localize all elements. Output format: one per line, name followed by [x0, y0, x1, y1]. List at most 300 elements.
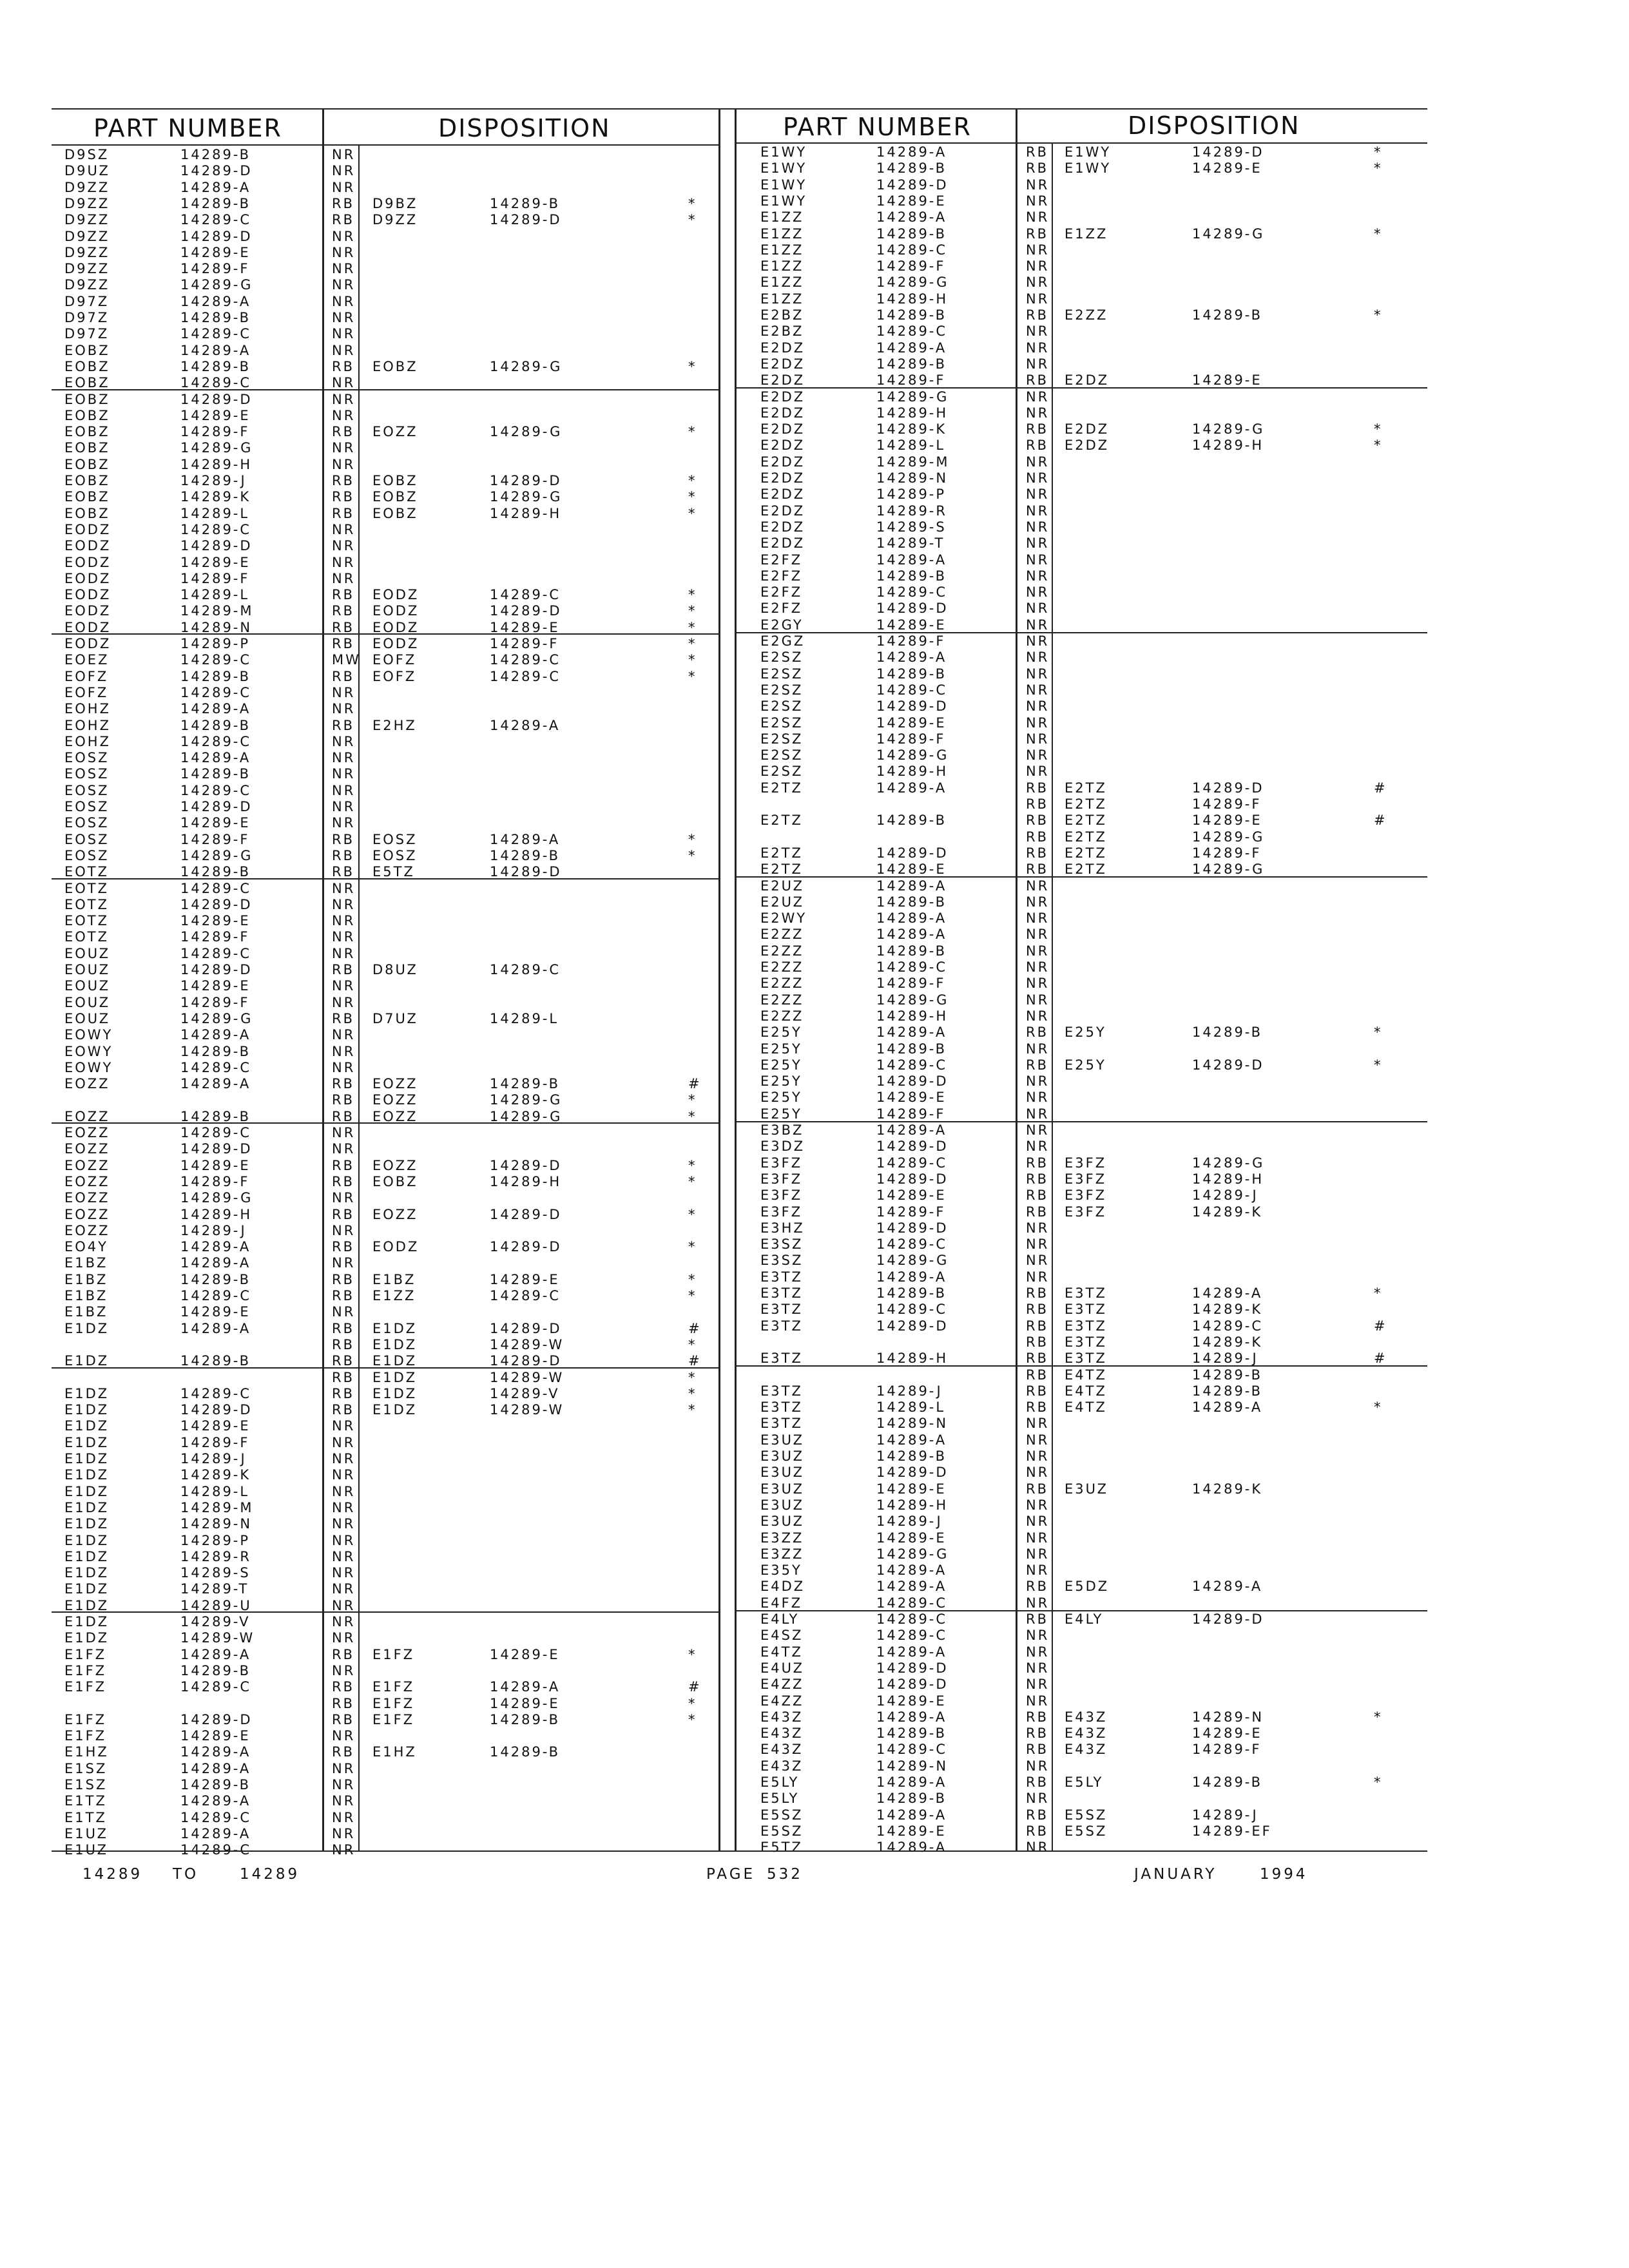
header-top-rule [52, 108, 1427, 110]
row-prefix: E1DZ [64, 1418, 110, 1434]
row-code: RB [1026, 796, 1048, 812]
row-part: 14289-F [180, 261, 250, 277]
row-new-prefix: EOSZ [372, 847, 418, 863]
row-code: NR [1026, 731, 1050, 747]
row-prefix: E1BZ [64, 1271, 108, 1287]
row-part: 14289-C [876, 1302, 948, 1318]
row-prefix: EOBZ [64, 358, 110, 374]
table-row [0, 1595, 1629, 1611]
row-flag: * [1374, 1399, 1383, 1416]
row-part: 14289-A [876, 1562, 947, 1579]
row-code: NR [332, 815, 356, 831]
row-new-prefix: E43Z [1065, 1742, 1108, 1758]
row-code: RB [332, 473, 354, 488]
row-prefix: E4FZ [760, 1595, 803, 1611]
row-part: 14289-D [876, 698, 949, 715]
row-part: 14289-D [180, 896, 253, 912]
row-prefix: E2FZ [760, 584, 803, 601]
row-new-prefix: EOBZ [372, 505, 418, 521]
row-new-part: 14289-C [490, 668, 561, 684]
row-part: 14289-A [180, 1744, 251, 1760]
group-rule [52, 1611, 718, 1613]
table-row [0, 1236, 1629, 1253]
row-prefix: EOFZ [64, 668, 109, 684]
row-part: 14289-B [180, 1353, 251, 1369]
row-new-prefix: E1ZZ [1065, 226, 1108, 242]
row-code: NR [1026, 535, 1050, 552]
row-prefix: E1HZ [64, 1744, 109, 1760]
row-prefix: E3ZZ [760, 1546, 804, 1562]
row-part: 14289-A [180, 750, 251, 766]
footer-range-to: 14289 [240, 1866, 300, 1883]
row-prefix: E2DZ [760, 421, 805, 437]
row-part: 14289-E [180, 978, 251, 994]
row-flag: # [688, 1076, 702, 1092]
row-flag: * [688, 587, 697, 603]
right-header-bottom-rule [735, 142, 1427, 144]
row-code: RB [1026, 780, 1048, 796]
row-code: RB [1026, 1350, 1048, 1367]
row-code: NR [332, 1190, 356, 1206]
row-prefix: EODZ [64, 554, 111, 570]
row-new-prefix: E4LY [1065, 1611, 1104, 1627]
row-new-prefix: E3TZ [1065, 1318, 1107, 1334]
row-part: 14289-A [876, 878, 947, 894]
table-row [0, 1660, 1629, 1677]
table-row [0, 1024, 1629, 1041]
row-prefix: E5SZ [760, 1807, 804, 1823]
row-part: 14289-M [180, 1499, 254, 1515]
row-prefix: E1ZZ [760, 226, 804, 242]
row-part: 14289-B [876, 1791, 947, 1807]
row-prefix: E2SZ [760, 715, 804, 731]
row-new-part: 14289-J [1192, 1187, 1258, 1204]
row-flag: # [1374, 780, 1387, 796]
row-code: NR [332, 701, 356, 717]
row-flag: * [688, 652, 697, 668]
row-prefix: E25Y [760, 1041, 802, 1057]
row-part: 14289-A [876, 649, 947, 666]
row-part: 14289-E [180, 815, 251, 831]
left-part-number-heading: PART NUMBER [93, 114, 282, 142]
row-part: 14289-K [876, 421, 947, 437]
row-flag: * [688, 636, 697, 651]
row-new-prefix: E1HZ [372, 1744, 417, 1760]
row-code: NR [1026, 764, 1050, 780]
row-new-prefix: E1DZ [372, 1336, 418, 1352]
row-part: 14289-C [180, 1125, 252, 1140]
row-part: 14289-C [876, 1628, 948, 1644]
row-code: RB [1026, 1302, 1048, 1318]
row-flag: * [1374, 1057, 1383, 1073]
row-new-prefix: E43Z [1065, 1709, 1108, 1725]
row-new-part: 14289-G [1192, 829, 1265, 845]
row-code: NR [1026, 209, 1050, 226]
row-code: NR [1026, 1562, 1050, 1579]
row-code: NR [332, 554, 356, 570]
table-row [0, 421, 1629, 437]
row-part: 14289-A [876, 552, 947, 568]
row-prefix: D97Z [64, 326, 110, 342]
row-part: 14289-A [876, 927, 947, 943]
row-flag: * [688, 195, 697, 211]
row-part: 14289-D [180, 1402, 253, 1418]
row-prefix: D97Z [64, 310, 110, 325]
row-code: RB [1026, 1481, 1048, 1497]
row-prefix: E1DZ [64, 1385, 110, 1401]
row-part: 14289-P [180, 1532, 251, 1548]
row-new-part: 14289-D [1192, 1057, 1264, 1073]
row-part: 14289-C [180, 652, 252, 668]
row-new-part: 14289-D [490, 212, 562, 228]
row-part: 14289-B [876, 1725, 947, 1742]
row-part: 14289-D [876, 1318, 949, 1334]
row-new-part: 14289-EF [1192, 1823, 1272, 1839]
group-rule [735, 1365, 1427, 1367]
row-code: NR [332, 1597, 356, 1613]
row-flag: * [1374, 421, 1383, 437]
row-code: RB [332, 1646, 354, 1662]
row-part: 14289-D [876, 601, 949, 617]
table-row [0, 1171, 1629, 1187]
row-prefix: E1ZZ [760, 258, 804, 274]
table-row [0, 1383, 1629, 1399]
row-new-part: 14289-A [1192, 1399, 1263, 1416]
row-code: NR [1026, 1693, 1050, 1709]
row-code: NR [1026, 1220, 1050, 1236]
row-prefix: E1FZ [64, 1711, 107, 1727]
row-part: 14289-S [876, 519, 947, 535]
row-new-prefix: E1ZZ [372, 1288, 416, 1303]
row-new-prefix: EODZ [372, 587, 419, 603]
row-part: 14289-C [876, 682, 948, 698]
row-prefix: E3UZ [760, 1465, 805, 1481]
row-part: 14289-C [876, 1742, 948, 1758]
table-row [0, 503, 1629, 519]
table-row [0, 764, 1629, 780]
row-part: 14289-C [180, 326, 252, 342]
row-part: 14289-C [876, 1611, 948, 1627]
row-prefix: E1DZ [64, 1548, 110, 1564]
row-code: NR [332, 799, 356, 814]
row-code: NR [1026, 649, 1050, 666]
table-row [0, 601, 1629, 617]
table-row [0, 1562, 1629, 1579]
row-code: NR [1026, 1106, 1050, 1122]
row-prefix: E3TZ [760, 1269, 803, 1285]
row-prefix: E43Z [760, 1758, 804, 1774]
row-new-part: 14289-G [1192, 421, 1265, 437]
row-new-part: 14289-B [490, 1076, 561, 1092]
row-code: RB [332, 831, 354, 847]
row-new-prefix: E1DZ [372, 1320, 418, 1336]
row-prefix: D97Z [64, 293, 110, 309]
row-part: 14289-F [876, 633, 946, 649]
group-rule [735, 1610, 1427, 1611]
row-prefix: D9UZ [64, 163, 110, 179]
table-row [0, 1791, 1629, 1807]
row-new-part: 14289-D [1192, 144, 1264, 160]
row-prefix: E2GZ [760, 633, 805, 649]
row-prefix: E1TZ [64, 1793, 107, 1809]
row-prefix: E1DZ [64, 1402, 110, 1418]
row-flag: * [1374, 1774, 1383, 1790]
row-new-part: 14289-G [490, 1092, 563, 1108]
row-new-prefix: E2TZ [1065, 796, 1107, 812]
table-row [0, 698, 1629, 715]
row-flag: * [688, 668, 697, 684]
row-new-part: 14289-H [490, 1173, 562, 1189]
row-new-prefix: EODZ [372, 1239, 419, 1255]
row-code: RB [332, 1402, 354, 1418]
row-code: RB [1026, 307, 1048, 323]
row-code: RB [332, 1369, 354, 1385]
row-new-part: 14289-G [1192, 1155, 1265, 1171]
row-part: 14289-G [180, 1190, 253, 1206]
row-part: 14289-A [876, 1269, 947, 1285]
row-code: NR [332, 179, 356, 195]
row-code: NR [332, 733, 356, 749]
row-prefix: E1FZ [64, 1728, 107, 1744]
row-new-prefix: E2TZ [1065, 845, 1107, 861]
table-row [0, 812, 1629, 829]
row-prefix: E1BZ [64, 1304, 108, 1320]
table-row [0, 258, 1629, 274]
row-new-prefix: E4TZ [1065, 1383, 1107, 1399]
row-code: NR [1026, 177, 1050, 193]
row-new-prefix: E2TZ [1065, 780, 1107, 796]
row-code: NR [332, 1125, 356, 1140]
table-row [0, 454, 1629, 470]
row-prefix: EOUZ [64, 1010, 111, 1026]
row-code: NR [332, 1499, 356, 1515]
row-prefix: EOBZ [64, 456, 110, 472]
row-code: NR [332, 1777, 356, 1792]
row-flag: * [688, 1695, 697, 1711]
row-code: NR [1026, 1416, 1050, 1432]
row-new-part: 14289-D [490, 1239, 562, 1255]
footer-year: 1994 [1260, 1866, 1308, 1883]
row-part: 14289-L [876, 1399, 946, 1416]
row-code: RB [1026, 861, 1048, 878]
row-code: RB [332, 212, 354, 228]
row-part: 14289-B [876, 160, 947, 177]
row-prefix: D9ZZ [64, 244, 110, 260]
row-part: 14289-E [876, 1090, 947, 1106]
row-part: 14289-C [876, 1155, 948, 1171]
row-part: 14289-E [876, 1530, 947, 1546]
row-code: NR [332, 684, 356, 700]
row-part: 14289-A [876, 1579, 947, 1595]
row-new-prefix: E3TZ [1065, 1285, 1107, 1301]
row-code: NR [332, 1516, 356, 1532]
row-part: 14289-G [876, 274, 949, 291]
row-part: 14289-E [876, 193, 947, 209]
row-code: NR [1026, 910, 1050, 927]
row-code: NR [1026, 519, 1050, 535]
row-new-prefix: EOSZ [372, 831, 418, 847]
row-code: NR [332, 1222, 356, 1238]
row-code: RB [1026, 1823, 1048, 1839]
row-part: 14289-N [180, 619, 253, 635]
row-part: 14289-B [876, 666, 947, 682]
row-part: 14289-G [180, 277, 253, 293]
row-part: 14289-F [876, 731, 946, 747]
table-row [0, 1758, 1629, 1774]
row-prefix: E2SZ [760, 747, 804, 764]
row-code: RB [332, 424, 354, 440]
row-new-prefix: EOBZ [372, 1173, 418, 1189]
row-part: 14289-E [180, 554, 251, 570]
table-row [0, 1742, 1629, 1758]
row-prefix: E2TZ [760, 812, 803, 829]
row-code: NR [1026, 1139, 1050, 1155]
table-row [0, 666, 1629, 682]
row-flag: * [688, 847, 697, 863]
row-code: RB [1026, 1204, 1048, 1220]
row-new-part: 14289-W [490, 1336, 564, 1352]
row-part: 14289-H [876, 291, 949, 307]
row-new-prefix: E3FZ [1065, 1204, 1107, 1220]
row-part: 14289-E [876, 715, 947, 731]
row-code: NR [332, 1825, 356, 1841]
table-row [0, 274, 1629, 291]
table-row [0, 682, 1629, 698]
row-code: RB [332, 587, 354, 603]
row-prefix: EOTZ [64, 864, 110, 880]
row-part: 14289-G [876, 1546, 949, 1562]
row-part: 14289-B [180, 195, 251, 211]
row-new-part: 14289-D [1192, 1611, 1264, 1627]
row-part: 14289-E [180, 244, 251, 260]
row-prefix: E2SZ [760, 682, 804, 698]
row-new-part: 14289-A [1192, 1285, 1263, 1301]
row-code: NR [1026, 568, 1050, 584]
row-new-prefix: E3TZ [1065, 1350, 1107, 1367]
row-prefix: E1DZ [64, 1320, 110, 1336]
row-code: RB [1026, 1155, 1048, 1171]
row-part: 14289-E [876, 1693, 947, 1709]
row-code: RB [332, 847, 354, 863]
right-part-number-heading: PART NUMBER [783, 113, 972, 141]
row-prefix: E25Y [760, 1057, 802, 1073]
row-code: RB [332, 1173, 354, 1189]
row-prefix: D9ZZ [64, 195, 110, 211]
row-code: RB [332, 717, 354, 733]
row-prefix: EOSZ [64, 750, 110, 766]
row-prefix: EOZZ [64, 1108, 110, 1124]
row-code: RB [332, 1010, 354, 1026]
row-prefix: E1DZ [64, 1516, 110, 1532]
table-row [0, 1318, 1629, 1334]
row-prefix: E1DZ [64, 1614, 110, 1629]
row-new-prefix: E25Y [1065, 1024, 1106, 1041]
row-part: 14289-B [876, 568, 947, 584]
row-new-prefix: E2DZ [1065, 421, 1110, 437]
row-prefix: E2DZ [760, 470, 805, 486]
row-new-prefix: EOZZ [372, 424, 418, 440]
row-new-prefix: EOFZ [372, 652, 417, 668]
row-code: NR [332, 293, 356, 309]
row-flag: * [688, 1092, 697, 1108]
row-part: 14289-C [180, 1809, 252, 1825]
row-new-prefix: E5SZ [1065, 1807, 1108, 1823]
row-new-prefix: EOZZ [372, 1092, 418, 1108]
row-part: 14289-A [876, 209, 947, 226]
table-row [0, 1122, 1629, 1139]
row-new-part: 14289-D [490, 1353, 562, 1369]
row-flag: * [688, 1646, 697, 1662]
row-new-part: 14289-B [490, 847, 561, 863]
row-code: RB [1026, 1383, 1048, 1399]
row-code: NR [332, 277, 356, 293]
row-prefix: EOBZ [64, 505, 110, 521]
row-part: 14289-C [876, 1057, 948, 1073]
table-row [0, 731, 1629, 747]
row-prefix: E3SZ [760, 1253, 804, 1269]
row-part: 14289-U [180, 1597, 252, 1613]
row-prefix: E3BZ [760, 1122, 804, 1138]
row-part: 14289-C [876, 584, 948, 601]
row-prefix: E4LY [760, 1611, 800, 1627]
row-code: NR [332, 440, 356, 456]
row-prefix: E3TZ [760, 1350, 803, 1367]
table-row [0, 910, 1629, 927]
row-new-part: 14289-N [1192, 1709, 1264, 1725]
row-prefix: EOWY [64, 1027, 113, 1043]
row-part: 14289-E [180, 1157, 251, 1173]
row-prefix: E5LY [760, 1774, 800, 1790]
group-rule [52, 389, 718, 390]
row-part: 14289-F [180, 424, 250, 440]
row-part: 14289-C [180, 684, 252, 700]
row-code: NR [1026, 274, 1050, 291]
row-code: RB [332, 1206, 354, 1222]
row-code: NR [332, 766, 356, 782]
row-code: NR [1026, 943, 1050, 959]
row-new-prefix: EODZ [372, 636, 419, 651]
row-code: NR [1026, 894, 1050, 910]
row-prefix: E25Y [760, 1090, 802, 1106]
row-prefix: EOSZ [64, 831, 110, 847]
table-row [0, 1611, 1629, 1628]
table-row [0, 1807, 1629, 1823]
row-prefix: E2BZ [760, 307, 804, 323]
row-code: NR [1026, 1465, 1050, 1481]
row-code: NR [1026, 470, 1050, 486]
row-code: NR [1026, 1269, 1050, 1285]
row-code: RB [1026, 1187, 1048, 1204]
row-prefix: EO4Y [64, 1239, 108, 1255]
row-code: RB [332, 603, 354, 619]
row-prefix: E3SZ [760, 1236, 804, 1253]
row-code: NR [1026, 242, 1050, 258]
row-code: NR [1026, 552, 1050, 568]
row-part: 14289-G [876, 1253, 949, 1269]
row-prefix: E3TZ [760, 1302, 803, 1318]
row-flag: * [688, 1108, 697, 1124]
row-code: NR [332, 1141, 356, 1157]
row-code: RB [332, 1711, 354, 1727]
footer-range-to-word: TO [173, 1866, 199, 1883]
table-row [0, 519, 1629, 535]
row-code: NR [332, 1027, 356, 1043]
row-code: NR [1026, 1791, 1050, 1807]
row-part: 14289-B [876, 307, 947, 323]
row-prefix: EOBZ [64, 440, 110, 456]
row-new-part: 14289-F [1192, 796, 1262, 812]
row-part: 14289-A [180, 1646, 251, 1662]
